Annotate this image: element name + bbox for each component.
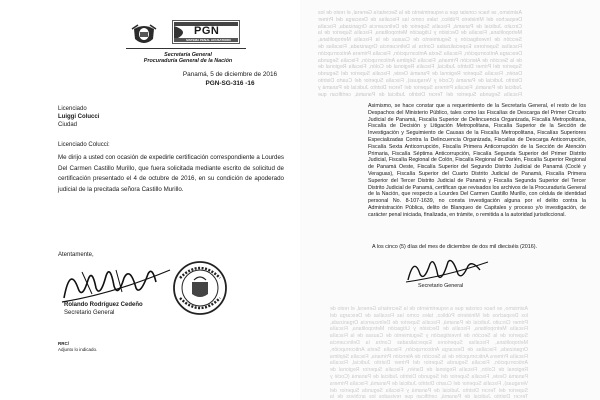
secretary-signature-image (402, 252, 492, 286)
enclosure-note: Adjunto lo indicado. (58, 346, 98, 352)
bleed-through-text-top: Asimismo, se hace constar que a requerimiento de la Secretaría General, el resto de los Despachos del Ministerio Público, tales como las Fiscalías de Descarga del Primer Circuito Judicial de Panamá, Fiscalía Superior de Delincuencia Organizada, Fiscalía Metropolitana, Fiscalía de Decisión y Litigación Metropolitana, Fiscalía Superior de la Sección de Investigación y Seguimiento de Causas de la Fiscalía Metropolitana, Fiscalías Superiores Especializadas Contra la Delincuencia Organizada, Fiscalías de Descarga Anticorrupción, Fiscalía Sexta Anticorrupción, Fiscalía Primera Anticorrupción de la Sección de Atención Primaria, Fiscalía Séptima Anticorrupción, Fiscalía Segunda Superior del Primer Distrito Judicial, Fiscalía Regional de Colón, Fiscalía Regional de Darién, Fiscalía Superior Regional de Panamá Oeste, Fiscalía Superior del Segundo Distrito Judicial de Panamá (Coclé y Veraguas), Fiscalía Superior del Cuarto Distrito Judicial de Panamá, Fiscalía Primera Superior del Tercer Distrito Judicial de Panamá y Fiscalía Segunda Superior del Tercer Distrito Judicial de Panamá, certifican que (318, 10, 522, 98)
recipient-name: Luiggi Colucci (58, 114, 100, 120)
certification-signer-title: Secretario General (418, 283, 464, 289)
initials: RRC/ (58, 341, 69, 346)
letter-date: Panamá, 5 de diciembre de 2016 (182, 71, 278, 78)
bleed-through-text-bottom: Asimismo, se hace constar que a requerimiento de la Secretaría General, el resto de los Despachos del Ministerio Público, tales como las Fiscalías de Descarga del Primer Circuito Judicial de Panamá, Fiscalía Superior de Delincuencia Organizada, Fiscalía Metropolitana, Fiscalía de Decisión y Litigación Metropolitana, Fiscalía Superior de la Sección de Investigación y Seguimiento de Causas de la Fiscalía Metropolitana, Fiscalías Superiores Especializadas Contra la Delincuencia Organizada, Fiscalías de Descarga Anticorrupción, Fiscalía Sexta Anticorrupción, Fiscalía Primera Anticorrupción de la Sección de Atención Primaria, Fiscalía Séptima Anticorrupción, Fiscalía Segunda Superior del Primer Distrito Judicial, Fiscalía Regional de Colón, Fiscalía Regional de Darién, Fiscalía Superior Regional de Panamá Oeste, Fiscalía Superior del Segundo Distrito Judicial de Panamá (Coclé y Veraguas), Fiscalía Superior del Cuarto Distrito Judicial de Panamá, Fiscalía Primera Superior del Tercer Distrito Judicial de Panamá y Fiscalía Segunda Superior del Tercer Distrito Judicial de Panamá, certifican que revisados los archivos de la (330, 306, 528, 400)
certification-date: A los cinco (5) días del mes de diciembre de dos mil dieciséis (2016). (372, 244, 538, 250)
greeting: Licenciado Colucci: (58, 142, 110, 148)
initials-block (58, 341, 97, 352)
recipient-title: Licenciado (58, 106, 87, 112)
pgn-logo (172, 20, 240, 44)
header-secretaria: Secretaría General (164, 52, 212, 58)
certification-page (300, 0, 600, 400)
recipient-city: Ciudad (58, 122, 78, 128)
pgn-logo-text: PGN (194, 25, 220, 37)
signature-image (52, 258, 182, 308)
signer-name: Rolando Rodríguez Cedeño (64, 302, 143, 308)
signer-title: Secretario General (64, 310, 115, 316)
pgn-logo-subtext: SISTEMA PENAL ACUSATORIO (186, 38, 231, 42)
header-procuraduria: Procuraduría General de la Nación (143, 58, 233, 64)
official-stamp-icon (172, 260, 228, 316)
letter-reference: PGN-SG-316 -16 (205, 80, 255, 87)
closing: Atentamente, (58, 252, 94, 258)
panama-seal-icon (130, 23, 158, 49)
certification-paragraph: Asimismo, se hace constar que a requerimiento de la Secretaría General, el resto de los Despachos del Ministerio Público, tales como las Fiscalías de Descarga del Primer Circuito Judicial de Panamá, Fiscalía Superior de Delincuencia Organizada, Fiscalía Metropolitana, Fiscalía de Decisión y Litigación Metropolitana, Fiscalía Superior de la Sección de Investigación y Seguimiento de Causas de la Fiscalía Metropolitana, Fiscalías Superiores Especializadas Contra la Delincuencia Organizada, Fiscalías de Descarga Anticorrupción, Fiscalía Sexta Anticorrupción, Fiscalía Primera Anticorrupción de la Sección de Atención Primaria, Fiscalía Séptima Anticorrupción, Fiscalía Segunda Superior del Primer Distrito Judicial, Fiscalía Regional de Colón, Fiscalía Regional de Darién, Fiscalía Superior Regional de Panamá Oeste, Fiscalía Superior del Segundo Distrito Judicial de Panamá (Coclé y Veraguas), Fiscalía Superior del Cuarto Distrito Judicial de Panamá, Fiscalía Primera Superior del Tercer Distrito Judicial de Panamá y Fiscalía Segunda Superior del Tercer Distrito Judicial de Panamá, certifican que revisados los archivos de la Procuraduría General de la Nación, que respecto a Lourdes Del Carmen Castillo Murillo, con cédula de identidad personal No. 8-107-1639, no consta investigación alguna por el delito contra la Administración Pública, delito de Blanqueo de Capitales y proceso y/o investigación, de carácter penal iniciada, finalizada, en trámite, o remitida a la autoridad jurisdiccional. (368, 103, 586, 218)
letter-body: Me dirijo a usted con ocasión de expedirle certificación correspondiente a Lourdes Del Carmen Castillo Murillo, que fuera solicitada mediante escrito de solicitud de certificación presentado el 4 de octubre de 2016, en su condición de apoderado judicial de la precitada señora Castillo Murillo. (58, 154, 284, 193)
header-divider (126, 48, 246, 49)
